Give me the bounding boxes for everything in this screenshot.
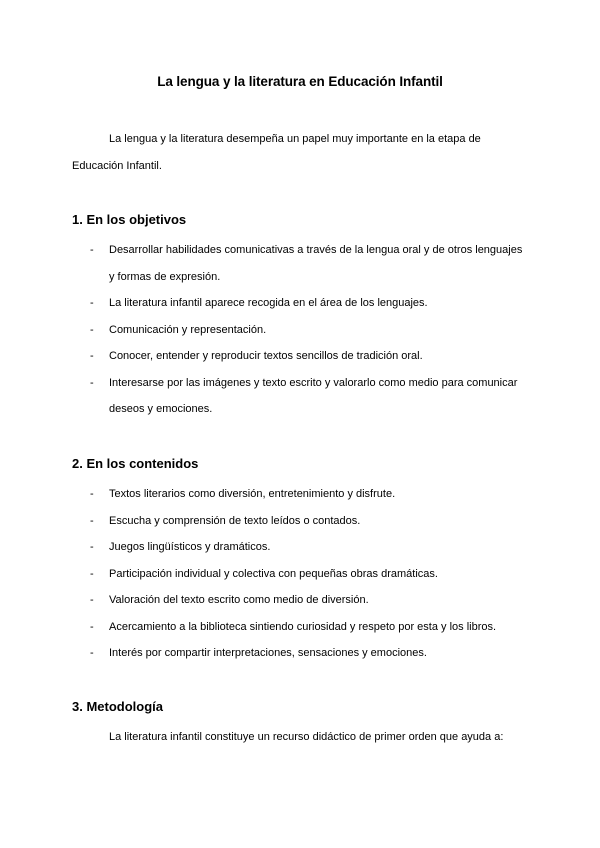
- list-item-text: Valoración del texto escrito como medio de diversión.: [109, 594, 369, 606]
- bullet-dash: -: [90, 620, 94, 633]
- contenidos-list: [0, 481, 600, 667]
- bullet-dash: -: [90, 594, 94, 606]
- list-item-text: Conocer, entender y reproducir textos sencillos de tradición oral.: [109, 350, 423, 362]
- document-title: La lengua y la literatura en Educación Infantil: [157, 74, 443, 89]
- list-item: [0, 343, 600, 370]
- list-item: [0, 290, 600, 317]
- list-item: [0, 587, 600, 614]
- bullet-dash: -: [90, 647, 94, 659]
- list-item: [0, 640, 600, 667]
- bullet-dash: -: [90, 376, 94, 389]
- bullet-dash: -: [90, 514, 94, 527]
- list-item: [0, 561, 600, 588]
- bullet-dash: -: [90, 323, 94, 336]
- metodologia-paragraph: [72, 724, 532, 751]
- bullet-dash: -: [90, 244, 94, 256]
- bullet-dash: -: [90, 350, 94, 362]
- objetivos-list: [0, 237, 600, 423]
- list-item: [0, 481, 600, 508]
- list-item: [0, 534, 600, 561]
- list-item-text: Interés por compartir interpretaciones, sensaciones y emociones.: [109, 647, 427, 659]
- intro-paragraph: [72, 126, 532, 180]
- bullet-dash: -: [90, 297, 94, 309]
- intro-text: La lengua y la literatura desempeña un papel muy importante en la etapa de Educación Infantil.: [72, 133, 481, 172]
- list-item: [0, 237, 600, 290]
- list-item-text: Interesarse por las imágenes y texto escrito y valorarlo como medio para comunicar deseos y emociones.: [109, 376, 518, 415]
- list-item-text: La literatura infantil aparece recogida en el área de los lenguajes.: [109, 297, 428, 309]
- bullet-dash: -: [90, 488, 94, 500]
- list-item: [0, 317, 600, 344]
- list-item-text: Textos literarios como diversión, entretenimiento y disfrute.: [109, 488, 396, 500]
- metodologia-text: La literatura infantil constituye un recurso didáctico de primer orden que ayuda a:: [109, 731, 504, 743]
- list-item-text: Juegos lingüísticos y dramáticos.: [109, 541, 271, 553]
- bullet-dash: -: [90, 567, 94, 580]
- section-heading-contenidos: 2. En los contenidos: [72, 456, 199, 471]
- list-item: [0, 614, 600, 641]
- list-item: [0, 508, 600, 535]
- list-item-text: Participación individual y colectiva con pequeñas obras dramáticas.: [109, 567, 438, 580]
- list-item-text: Desarrollar habilidades comunicativas a través de la lengua oral y de otros lenguajes y formas de expresión.: [109, 244, 523, 283]
- section-heading-objetivos: 1. En los objetivos: [72, 212, 187, 227]
- list-item-text: Escucha y comprensión de texto leídos o contados.: [109, 514, 361, 527]
- bullet-dash: -: [90, 541, 94, 553]
- list-item: [0, 370, 600, 423]
- section-heading-metodologia: 3. Metodología: [72, 699, 163, 714]
- list-item-text: Comunicación y representación.: [109, 323, 267, 336]
- list-item-text: Acercamiento a la biblioteca sintiendo curiosidad y respeto por esta y los libros.: [109, 620, 497, 633]
